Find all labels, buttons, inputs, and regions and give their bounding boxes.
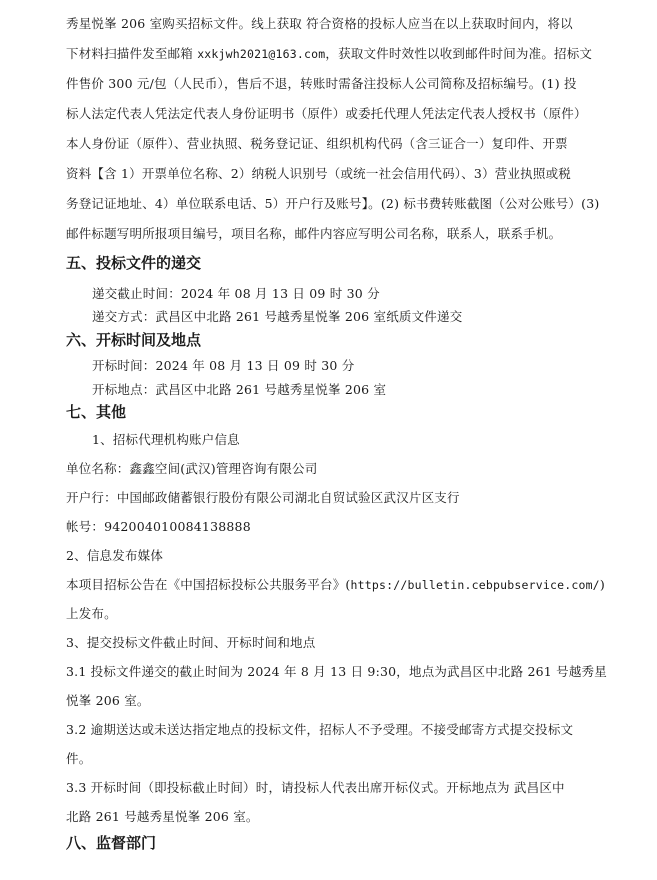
account-number: 帐号：942004010084138888 — [66, 519, 251, 534]
bank-name: 开户行：中国邮政储蓄银行股份有限公司湖北自贸试验区武汉片区支行 — [66, 490, 460, 505]
section8-heading: 八、监督部门 — [66, 834, 157, 852]
intro-line-6: 资料【含 1）开票单位名称、2）纳税人识别号（或统一社会信用代码）、3）营业执照或税 — [66, 166, 571, 181]
media-line-b: ) — [599, 577, 605, 592]
intro-line-2c: ，获取文件时效性以收到邮件时间为准。招标文 — [325, 46, 593, 61]
agency-account-title: 1、招标代理机构账户信息 — [92, 432, 240, 447]
media-line-c: 上发布。 — [66, 606, 117, 621]
intro-line-7: 务登记证地址、4）单位联系电话、5）开户行及账号】。(2) 标书费转账截图（公对公账号）(3) — [66, 196, 600, 211]
intro-line-4: 标人法定代表人凭法定代表人身份证明书（原件）或委托代理人凭法定代表人授权书（原件） — [66, 106, 587, 121]
opening-time: 开标时间：2024 年 08 月 13 日 09 时 30 分 — [92, 358, 355, 373]
intro-line-3: 件售价 300 元/包（人民币），售后不退，转账时需备注投标人公司简称及招标编号。(1) 投 — [66, 76, 577, 91]
section5-heading: 五、投标文件的递交 — [66, 254, 202, 272]
media-line-a: 本项目招标公告在《中国招标投标公共服务平台》( — [66, 577, 351, 592]
bulletin-link[interactable]: https://bulletin.cebpubservice.com/ — [350, 578, 600, 592]
para-3-2-line-1: 3.2 逾期送达或未送达指定地点的投标文件，招标人不予受理。不接受邮寄方式提交投标文 — [66, 722, 574, 737]
para-3-3-line-2: 北路 261 号越秀星悦峯 206 室。 — [66, 809, 259, 824]
email-link[interactable]: xxkjwh2021@163.com — [197, 47, 326, 61]
media-title: 2、信息发布媒体 — [66, 548, 164, 563]
para-3-3-line-1: 3.3 开标时间（即投标截止时间）时，请投标人代表出席开标仪式。开标地点为 武昌区中 — [66, 780, 565, 795]
intro-line-2 — [66, 44, 592, 62]
para-3-1-line-2: 悦峯 206 室。 — [66, 693, 150, 708]
submission-deadline: 递交截止时间：2024 年 08 月 13 日 09 时 30 分 — [92, 286, 380, 301]
intro-line-5: 本人身份证（原件）、营业执照、税务登记证、组织机构代码（含三证合一）复印件、开票 — [66, 136, 568, 151]
intro-line-2a: 下材料扫描件发至邮箱 — [66, 46, 198, 61]
opening-place: 开标地点：武昌区中北路 261 号越秀星悦峯 206 室 — [92, 382, 387, 397]
section6-heading: 六、开标时间及地点 — [66, 331, 202, 349]
company-name: 单位名称：鑫鑫空间(武汉)管理咨询有限公司 — [66, 461, 318, 476]
para-3-1-line-1: 3.1 投标文件递交的截止时间为 2024 年 8 月 13 日 9:30，地点为武昌区中北路 261 号越秀星 — [66, 664, 607, 679]
submission-method: 递交方式：武昌区中北路 261 号越秀星悦峯 206 室纸质文件递交 — [92, 309, 463, 324]
intro-line-1: 秀星悦峯 206 室购买招标文件。线上获取 符合资格的投标人应当在以上获取时间内，将以 — [66, 16, 573, 31]
media-line — [66, 575, 605, 593]
deadline-title: 3、提交投标文件截止时间、开标时间和地点 — [66, 635, 316, 650]
para-3-2-line-2: 件。 — [66, 751, 92, 766]
intro-line-8: 邮件标题写明所报项目编号，项目名称，邮件内容应写明公司名称，联系人，联系手机。 — [66, 226, 562, 241]
section7-heading: 七、其他 — [66, 403, 127, 421]
